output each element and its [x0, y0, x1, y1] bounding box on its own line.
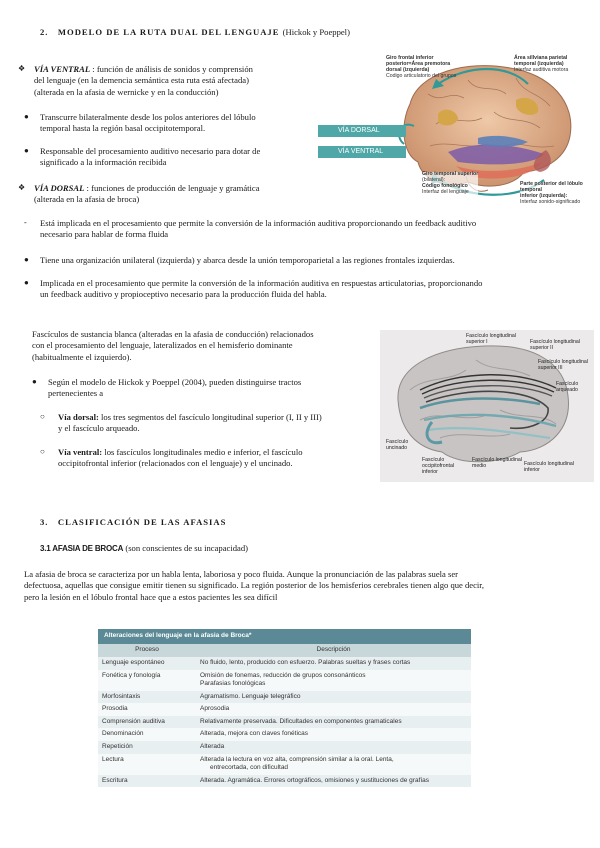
fig2-label-slf2: Fascículo longitudinal superior II — [530, 339, 580, 351]
fasciculos-ventral: ○ Vía ventral: los fascículos longitudinales medio e inferior, el fascículo occipitofrontal inferior (relacionados con el lenguaje) y el uncinado. — [40, 447, 303, 469]
table-row: Morfosintaxis Agramatismo. Lenguaje telegráfico — [98, 691, 471, 704]
fig1-label-temporal-superior: Giro temporal superior (bilateral): Código fonológico Interfaz del lenguaje — [422, 171, 479, 195]
subsection-3-1-heading: 3.1 AFASIA DE BROCA (son conscientes de su incapacidad) — [40, 543, 248, 553]
dorsal-item-1: - Está implicada en el procesamiento que permite la conversión de la información auditiva proporcionando un feedback auditivo necesario para hablar de forma fluida — [24, 218, 477, 240]
table-body — [98, 657, 471, 787]
dot-bullet-icon: ● — [24, 255, 29, 264]
dorsal-item-2: ● Tiene una organización unilateral (izquierda) y abarca desde la unión temporoparietal a las regiones frontales izquierdas. — [24, 255, 455, 265]
table-row: Lenguaje espontáneo No fluido, lento, producido con esfuerzo. Palabras sueltas y frases cortas — [98, 657, 471, 670]
fasciculos-intro: Fascículos de sustancia blanca (alteradas en la afasia de conducción) relacionados con el procesamiento del lenguaje, lateralizados en el hemisferio dominante (habitualmente el izquierdo). — [32, 329, 314, 362]
fig1-label-via-dorsal: VÍA DORSAL — [338, 127, 380, 134]
dorsal-block: ❖ VÍA DORSAL : funciones de producción de lenguaje y gramática (alterada en la afasia de broca) — [18, 183, 260, 205]
fig1-label-via-ventral: VÍA VENTRAL — [338, 148, 384, 155]
fasciculos-dorsal: ○ Vía dorsal: los tres segmentos del fascículo longitudinal superior (I, II y III) y el fascículo arqueado. — [40, 412, 322, 434]
dot-bullet-icon: ● — [32, 377, 37, 386]
table-row: Denominación Alterada, mejora con claves fonéticas — [98, 728, 471, 741]
fig2-label-mlf: Fascículo longitudinal medio — [472, 457, 522, 469]
fig2-label-ifof: Fascículo occipitofrontal inferior — [422, 457, 455, 475]
fasciculos-bullet: ● Según el modelo de Hickok y Poeppel (2004), pueden distinguirse tractos pertenecientes a — [32, 377, 302, 399]
broca-alterations-table — [98, 629, 471, 787]
section-2-heading: 2. MODELO DE LA RUTA DUAL DEL LENGUAJE (Hickok y Poeppel) — [40, 27, 350, 37]
ventral-block: ❖ VÍA VENTRAL : función de análisis de sonidos y comprensión del lenguaje (en la demencia semántica esta ruta está afectada) (alterada en la afasia de wernicke y en la conducción) — [18, 64, 253, 97]
table-row: Lectura Alterada la lectura en voz alta, comprensión similar a la oral. Lenta, entrecortada, con dificultad — [98, 754, 471, 775]
fig2-label-uncinate: Fascículo uncinado — [386, 439, 409, 451]
broca-paragraph: La afasia de broca se caracteriza por un habla lenta, laboriosa y poco fluida. Aunque la pronunciación de las palabras suela ser defectuosa, aquellas que consigue emitir tienen su significado. La región posterior de los hemisferios cerebrales tienen algo que decir, pero la lesión en el lóbulo frontal hace que a estos pacientes les sea difícil — [24, 569, 484, 602]
diamond-bullet-icon: ❖ — [18, 183, 26, 192]
table-row: Repetición Alterada — [98, 741, 471, 754]
fig1-label-frontal: Giro frontal inferior posterior=Área premotora dorsal (izquierda) Codigo articulatorio del grupos — [386, 55, 457, 79]
section-3-heading: 3. CLASIFICACIÓN DE LAS AFASIAS — [40, 517, 227, 527]
fasciculos-brain-figure — [380, 330, 594, 482]
table-title: Alteraciones del lenguaje en la afasia de Broca* — [98, 629, 471, 644]
fig2-label-ilf: Fascículo longitudinal inferior — [524, 461, 574, 473]
table-header: Proceso Descripción — [98, 644, 471, 657]
circle-bullet-icon: ○ — [40, 412, 45, 421]
dot-bullet-icon: ● — [24, 146, 29, 155]
table-row: Escritura Alterada. Agramática. Errores ortográficos, omisiones y sustituciones de grafías — [98, 775, 471, 788]
table-row: Fonética y fonología Omisión de fonemas, reducción de grupos consonánticos Parafasias fonológicas — [98, 670, 471, 691]
fig1-label-sylvian: Área sillviana parietal temporal (izquierda) Interfaz auditiva motora — [514, 55, 569, 73]
table-row: Comprensión auditiva Relativamente preservada. Dificultades en componentes gramaticales — [98, 716, 471, 729]
fig2-label-slf3: Fascículo longitudinal superior III — [538, 359, 588, 371]
fig2-label-arcuate: Fascículo arqueado — [556, 381, 579, 393]
fig2-label-slf1: Fascículo longitudinal superior I — [466, 333, 516, 345]
ventral-bullet-1: ● Transcurre bilateralmente desde los polos anteriores del lóbulo temporal hasta la región basal occipitotemporal. — [24, 112, 256, 134]
fig1-label-temporal-inferior: Parte posterior del lóbulo temporal inferior (izquierda): Interfaz sonido-significado — [520, 182, 596, 206]
circle-bullet-icon: ○ — [40, 447, 45, 456]
dual-route-brain-figure — [318, 54, 596, 204]
table-row: Prosodia Aprosodia — [98, 703, 471, 716]
dot-bullet-icon: ● — [24, 278, 29, 287]
ventral-bullet-2: ● Responsable del procesamiento auditivo necesario para dotar de significado a la información recibida — [24, 146, 261, 168]
diamond-bullet-icon: ❖ — [18, 64, 26, 73]
dot-bullet-icon: ● — [24, 112, 29, 121]
dorsal-item-3: ● Implicada en el procesamiento que permite la conversión de la información auditiva en respuestas articulatorias, proporcionando un feedback auditivo y propioceptivo necesario para la producción fluida del habla. — [24, 278, 483, 300]
